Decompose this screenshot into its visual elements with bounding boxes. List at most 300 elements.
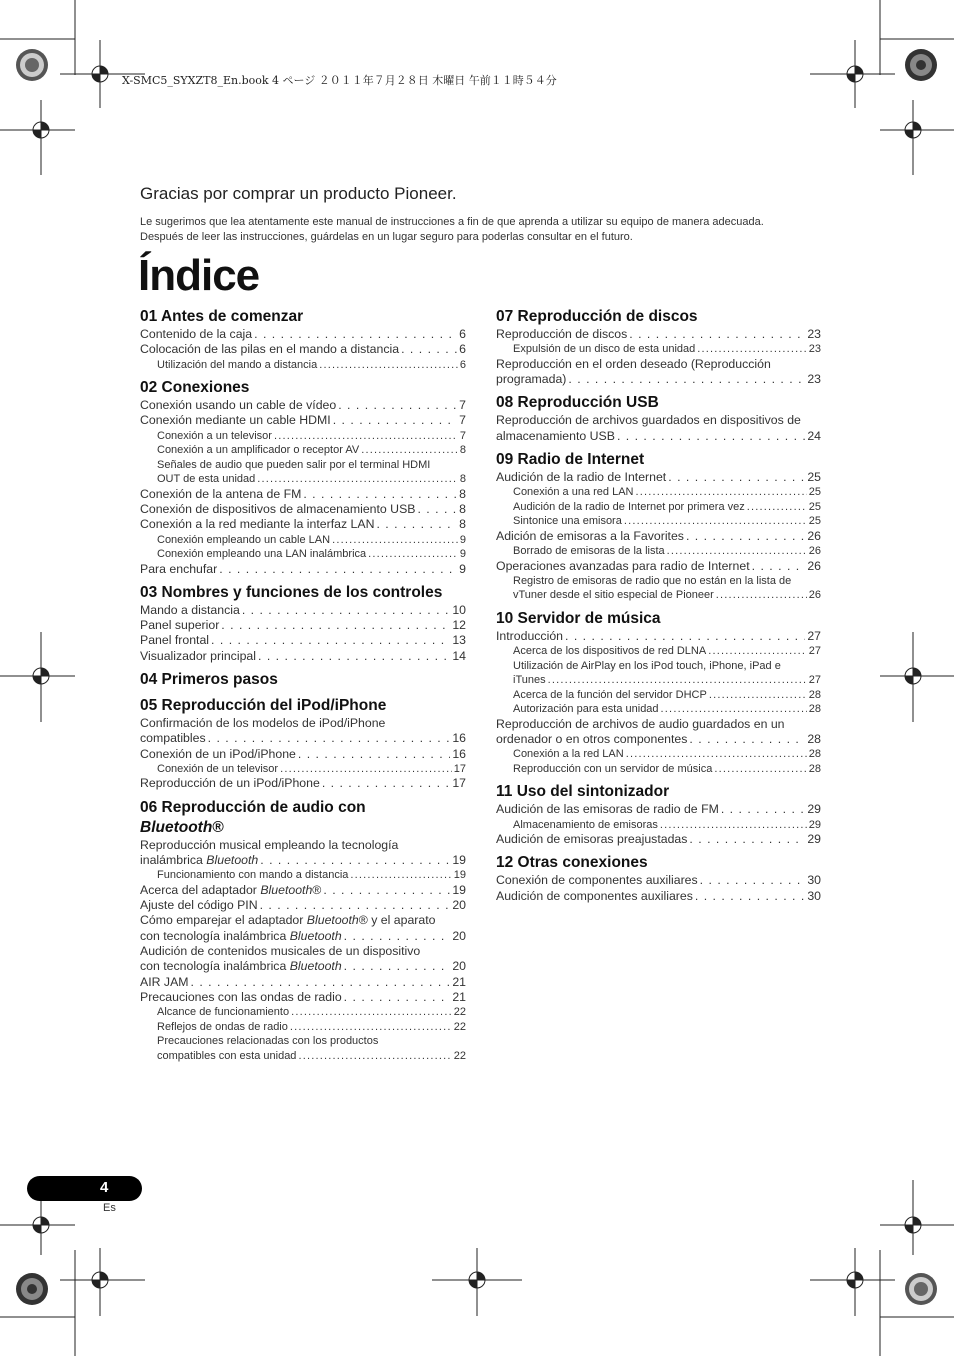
- toc-leader-dots: [361, 443, 458, 458]
- toc-entry-line: Reproducción en el orden deseado (Reproducción: [496, 356, 771, 371]
- toc-entry-row: [157, 429, 466, 444]
- toc-section-title[interactable]: 12 Otras conexiones: [496, 854, 648, 872]
- toc-entry-text: Expulsión de un disco de esta unidad: [513, 343, 696, 356]
- toc-entry-text: Reproducción de discos: [496, 327, 628, 341]
- toc-section-title-cont[interactable]: [140, 818, 466, 838]
- toc-entry-row: [496, 470, 821, 485]
- toc-entry-row: [140, 959, 466, 974]
- toc-subentry[interactable]: [140, 547, 466, 562]
- toc-leader-dots: [260, 853, 450, 868]
- toc-leader-dots: [661, 702, 807, 717]
- toc-page-number: 26: [808, 589, 821, 602]
- toc-entry-text: Conexión a la red LAN: [513, 748, 624, 761]
- toc-entry-row: [496, 802, 821, 817]
- toc-entry-row: [140, 413, 466, 428]
- toc-entry-row: [140, 747, 466, 762]
- toc-entry-row: [496, 873, 821, 888]
- toc-leader-dots: [660, 818, 807, 833]
- toc-entry-text: OUT de esta unidad: [157, 473, 256, 486]
- toc-page-number: 22: [453, 1006, 466, 1019]
- toc-page-number: 6: [459, 358, 466, 371]
- intro-text: [140, 215, 830, 245]
- intro-title: Gracias por comprar un producto Pioneer.: [140, 184, 457, 203]
- toc-entry-text: Acerca de la función del servidor DHCP: [513, 688, 707, 701]
- toc-entry-row: [496, 372, 821, 387]
- toc-page-number: 8: [459, 517, 466, 532]
- toc-page-number: 25: [807, 469, 821, 484]
- toc-entry-row: [140, 398, 466, 413]
- toc-entry-text: iTunes: [513, 674, 546, 687]
- toc-entry-row: [140, 633, 466, 648]
- toc-leader-dots: [721, 802, 805, 817]
- toc-entry-row: [157, 1049, 466, 1064]
- toc-section-title[interactable]: 04 Primeros pasos: [140, 671, 278, 689]
- toc-entry-text: Conexión de dispositivos de almacenamiento USB: [140, 501, 416, 516]
- toc-entry[interactable]: [140, 883, 466, 898]
- toc-entry[interactable]: [140, 975, 466, 990]
- toc-entry-text: Conexión de componentes auxiliares: [496, 873, 698, 888]
- toc-entry[interactable]: [496, 873, 821, 888]
- toc-entry-text: Audición de componentes auxiliares: [496, 888, 693, 903]
- toc-page-number: 21: [452, 989, 466, 1004]
- toc-section-title[interactable]: 10 Servidor de música: [496, 609, 661, 627]
- print-header-line: X-SMC5_SYXZT8_En.book 4 ページ ２０１１年７月２８日 木曜日 午前１１時５４分: [122, 74, 557, 87]
- toc-subentry[interactable]: [496, 747, 821, 762]
- toc-subentry[interactable]: [140, 443, 466, 458]
- toc-page-number: 16: [452, 731, 466, 746]
- toc-leader-dots: [752, 559, 806, 574]
- toc-entry-row: [513, 500, 821, 515]
- toc-section-title[interactable]: 09 Radio de Internet: [496, 450, 645, 468]
- toc-leader-dots: [689, 832, 805, 847]
- toc-entry-row: [513, 673, 821, 688]
- toc-leader-dots: [291, 1005, 452, 1020]
- toc-leader-dots: [298, 1049, 451, 1064]
- toc-entry[interactable]: [140, 838, 466, 869]
- toc-entry[interactable]: [496, 413, 821, 444]
- toc-entry[interactable]: [140, 747, 466, 762]
- toc-entry-row: [513, 514, 821, 529]
- toc-entry-text: Conexión empleando un cable LAN: [157, 533, 331, 546]
- toc-page-number: 9: [459, 533, 466, 546]
- toc-section-title[interactable]: 03 Nombres y funciones de los controles: [140, 583, 443, 601]
- toc-entry-row: [140, 731, 466, 746]
- toc-leader-dots: [376, 517, 457, 532]
- toc-leader-dots: [716, 588, 807, 603]
- toc-leader-dots: [303, 487, 457, 502]
- toc-leader-dots: [689, 732, 805, 747]
- toc-entry-text: Conexión usando un cable de vídeo: [140, 398, 337, 413]
- toc-entry-row: [140, 487, 466, 502]
- toc-page-number: 27: [807, 628, 821, 643]
- toc-entry[interactable]: [496, 717, 821, 748]
- toc-page-number: 25: [808, 486, 821, 499]
- toc-section-title[interactable]: 06 Reproducción de audio con: [140, 798, 366, 816]
- toc-leader-dots: [211, 633, 450, 648]
- toc-leader-dots: [401, 342, 457, 357]
- intro-line-2: Después de leer las instrucciones, guárdelas en un lugar seguro para poderlas consultar en el futuro.: [140, 231, 633, 243]
- toc-entry-text: Conexión de un iPod/iPhone: [140, 746, 296, 761]
- toc-page-number: 23: [807, 372, 821, 387]
- toc-entry-line: Precauciones relacionadas con los productos: [157, 1035, 379, 1048]
- toc-page-number: 28: [808, 748, 821, 761]
- toc-entry-text: vTuner desde el sitio especial de Pioneer: [513, 589, 714, 602]
- toc-subentry[interactable]: [496, 702, 821, 717]
- toc-leader-dots: [322, 776, 451, 791]
- toc-entry-row: [496, 832, 821, 847]
- toc-leader-dots: [565, 629, 805, 644]
- toc-leader-dots: [333, 413, 457, 428]
- toc-entry-row: [157, 358, 466, 373]
- toc-entry-text: Conexión a la red mediante la interfaz LAN: [140, 517, 375, 532]
- toc-page-number: 29: [807, 802, 821, 817]
- toc-entry[interactable]: [496, 802, 821, 817]
- toc-section: [140, 696, 466, 792]
- toc-page-number: 8: [459, 444, 466, 457]
- toc-page-number: 14: [452, 648, 466, 663]
- toc-page-number: 9: [459, 561, 466, 576]
- toc-entry-text: inalámbrica Bluetooth: [140, 853, 259, 868]
- toc-entry-text: Audición de la radio de Internet: [496, 469, 667, 484]
- toc-entry-text: Introducción: [496, 628, 563, 643]
- toc-subentry[interactable]: [496, 659, 821, 688]
- toc-leader-dots: [260, 898, 451, 913]
- toc-entry-row: [496, 559, 821, 574]
- toc-entry-row: [140, 990, 466, 1005]
- toc-entry-row: [140, 517, 466, 532]
- toc-subentry[interactable]: [140, 358, 466, 373]
- toc-page-number: 25: [808, 500, 821, 513]
- toc-entry[interactable]: [140, 517, 466, 532]
- toc-entry-text: almacenamiento USB: [496, 428, 615, 443]
- toc-page-number: 7: [459, 413, 466, 428]
- toc-leader-dots: [686, 529, 805, 544]
- toc-entry-text: con tecnología inalámbrica Bluetooth: [140, 959, 342, 974]
- toc-section: [496, 782, 821, 847]
- toc-entry-row: [140, 327, 466, 342]
- toc-entry-text: Reproducción con un servidor de música: [513, 762, 713, 775]
- toc-entry-text: Precauciones con las ondas de radio: [140, 989, 342, 1004]
- toc-leader-dots: [629, 327, 805, 342]
- toc-section-title[interactable]: 02 Conexiones: [140, 379, 250, 397]
- toc-entry-text: Conexión empleando una LAN inalámbrica: [157, 548, 367, 561]
- toc-page-number: 26: [807, 528, 821, 543]
- toc-entry-text: Operaciones avanzadas para radio de Internet: [496, 558, 750, 573]
- toc-page-number: 6: [459, 327, 466, 341]
- toc-entry-line: Utilización de AirPlay en los iPod touch, iPhone, iPad e: [513, 659, 781, 672]
- toc-entry-row: [496, 629, 821, 644]
- toc-leader-dots: [350, 868, 451, 883]
- toc-leader-dots: [242, 603, 451, 618]
- toc-leader-dots: [280, 762, 452, 777]
- toc-entry[interactable]: [140, 990, 466, 1005]
- toc-subentry[interactable]: [496, 762, 821, 777]
- toc-entry-row: [513, 688, 821, 703]
- toc-entry-row: [513, 747, 821, 762]
- toc-entry-text: con tecnología inalámbrica Bluetooth: [140, 928, 342, 943]
- toc-section: [140, 670, 466, 690]
- toc-entry[interactable]: [140, 502, 466, 517]
- toc-page-number: 7: [459, 429, 466, 442]
- toc-leader-dots: [290, 1020, 452, 1035]
- toc-subentry[interactable]: [496, 574, 821, 603]
- toc-page-number: 26: [807, 558, 821, 573]
- toc-entry-text: Adición de emisoras a la Favorites: [496, 528, 684, 543]
- toc-section: [140, 307, 466, 372]
- toc-section-title[interactable]: 08 Reproducción USB: [496, 394, 659, 412]
- toc-page-number: 29: [808, 818, 821, 831]
- toc-entry[interactable]: [140, 487, 466, 502]
- toc-entry-text: AIR JAM: [140, 974, 189, 989]
- toc-entry-row: [157, 533, 466, 548]
- toc-page-number: 20: [452, 959, 466, 974]
- toc-page-number: 22: [453, 1049, 466, 1062]
- toc-entry-text: Conexión a una red LAN: [513, 486, 634, 499]
- toc-entry[interactable]: [140, 776, 466, 791]
- toc-leader-dots: [626, 747, 807, 762]
- toc-page-number: 29: [807, 832, 821, 847]
- toc-entry-text: Sintonice una emisora: [513, 515, 622, 528]
- toc-entry-row: [140, 603, 466, 618]
- toc-entry-row: [513, 342, 821, 357]
- toc-leader-dots: [635, 485, 806, 500]
- toc-entry[interactable]: [496, 327, 821, 342]
- toc-entry-line: Reproducción de archivos guardados en dispositivos de: [496, 413, 801, 428]
- toc-entry-text: Acerca del adaptador Bluetooth®: [140, 882, 322, 897]
- toc-section-title[interactable]: 01 Antes de comenzar: [140, 308, 304, 325]
- toc-leader-dots: [617, 429, 805, 444]
- toc-leader-dots: [697, 342, 807, 357]
- toc-leader-dots: [714, 762, 806, 777]
- toc-entry-text: Acerca de los dispositivos de red DLNA: [513, 645, 707, 658]
- toc-entry[interactable]: [140, 413, 466, 428]
- toc-entry-row: [513, 485, 821, 500]
- toc-leader-dots: [274, 429, 458, 444]
- toc-page-number: 28: [808, 688, 821, 701]
- toc-entry-text: Reflejos de ondas de radio: [157, 1020, 288, 1033]
- toc-subentry[interactable]: [140, 1005, 466, 1020]
- toc-page-number: 19: [452, 882, 466, 897]
- toc-entry-text: programada): [496, 372, 567, 387]
- toc-entry-text: Para enchufar: [140, 561, 218, 576]
- toc-entry-row: [157, 547, 466, 562]
- toc-subentry[interactable]: [496, 500, 821, 515]
- toc-leader-dots: [700, 873, 806, 888]
- toc-entry-text: Conexión a un amplificador o receptor AV: [157, 444, 360, 457]
- toc-section-title-suffix: ®: [212, 818, 224, 836]
- toc-page-number: 10: [452, 602, 466, 617]
- toc-entry-line: Registro de emisoras de radio que no están en la lista de: [513, 574, 792, 587]
- toc-entry-text: Visualizador principal: [140, 648, 256, 663]
- toc-leader-dots: [319, 358, 458, 373]
- toc-subentry[interactable]: [496, 485, 821, 500]
- toc-entry-text: compatibles: [140, 731, 206, 746]
- toc-page-number: 24: [807, 428, 821, 443]
- toc-entry[interactable]: [140, 603, 466, 618]
- toc-entry[interactable]: [496, 629, 821, 644]
- language-code: Es: [103, 1202, 116, 1214]
- page-title: Índice: [138, 251, 260, 300]
- toc-page-number: 12: [452, 618, 466, 633]
- toc-leader-dots: [709, 688, 807, 703]
- toc-subentry[interactable]: [496, 342, 821, 357]
- toc-entry-text: Alcance de funcionamiento: [157, 1006, 290, 1019]
- toc-section: [496, 393, 821, 444]
- toc-subentry[interactable]: [140, 762, 466, 777]
- toc-leader-dots: [221, 618, 450, 633]
- toc-section: [496, 853, 821, 904]
- toc-page-number: 27: [808, 674, 821, 687]
- toc-entry[interactable]: [140, 944, 466, 975]
- toc-leader-dots: [191, 975, 451, 990]
- toc-leader-dots: [208, 731, 451, 746]
- toc-leader-dots: [338, 398, 457, 413]
- toc-entry-text: Borrado de emisoras de la lista: [513, 545, 665, 558]
- toc-entry-row: [140, 649, 466, 664]
- toc-page-number: 28: [808, 762, 821, 775]
- toc-page-number: 25: [808, 515, 821, 528]
- toc-subentry[interactable]: [140, 429, 466, 444]
- toc-entry[interactable]: [140, 342, 466, 357]
- toc-section: [140, 378, 466, 577]
- toc-leader-dots: [695, 889, 805, 904]
- toc-entry[interactable]: [140, 398, 466, 413]
- toc-entry-row: [157, 1020, 466, 1035]
- toc-entry-row: [157, 1005, 466, 1020]
- toc-entry-text: Panel frontal: [140, 633, 210, 648]
- toc-entry-text: Audición de emisoras preajustadas: [496, 832, 688, 847]
- toc-entry-line: Audición de contenidos musicales de un dispositivo: [140, 944, 421, 959]
- toc-entry[interactable]: [140, 716, 466, 747]
- toc-entry[interactable]: [140, 898, 466, 913]
- toc-entry[interactable]: [140, 327, 466, 342]
- toc-leader-dots: [323, 883, 450, 898]
- toc-entry-row: [157, 868, 466, 883]
- toc-entry-text: Autorización para esta unidad: [513, 703, 659, 716]
- toc-entry[interactable]: [140, 562, 466, 577]
- toc-entry-text: Audición de la radio de Internet por primera vez: [513, 500, 745, 513]
- toc-entry-row: [496, 429, 821, 444]
- toc-leader-dots: [668, 470, 805, 485]
- toc-entry[interactable]: [140, 633, 466, 648]
- toc-section-title[interactable]: 11 Uso del sintonizador: [496, 783, 670, 801]
- toc-entry-row: [496, 529, 821, 544]
- toc-entry-text: Contenido de la caja: [140, 327, 253, 341]
- toc-subentry[interactable]: [140, 1034, 466, 1063]
- toc-entry-row: [513, 702, 821, 717]
- toc-leader-dots: [219, 562, 457, 577]
- toc-subentry[interactable]: [140, 533, 466, 548]
- toc-entry-row: [157, 472, 466, 487]
- toc-page-number: 7: [459, 398, 466, 413]
- toc-entry[interactable]: [140, 618, 466, 633]
- toc-entry-row: [140, 776, 466, 791]
- toc-entry-row: [140, 853, 466, 868]
- toc-page-number: 23: [808, 343, 821, 356]
- toc-entry-row: [140, 883, 466, 898]
- toc-entry-text: Utilización del mando a distancia: [157, 358, 318, 371]
- toc-entry-text: Reproducción de un iPod/iPhone: [140, 776, 320, 791]
- toc-entry-row: [513, 762, 821, 777]
- toc-section: [140, 798, 466, 1063]
- toc-entry[interactable]: [496, 832, 821, 847]
- toc-column-left: [140, 307, 466, 1069]
- toc-entry[interactable]: [140, 913, 466, 944]
- toc-entry[interactable]: [496, 559, 821, 574]
- toc-page-number: 19: [452, 853, 466, 868]
- toc-entry[interactable]: [496, 889, 821, 904]
- toc-page-number: 21: [452, 974, 466, 989]
- toc-entry-text: Conexión mediante un cable HDMI: [140, 413, 331, 428]
- toc-entry[interactable]: [496, 529, 821, 544]
- toc-entry-text: ordenador o en otros componentes: [496, 731, 688, 746]
- toc-subentry[interactable]: [140, 458, 466, 487]
- toc-subentry[interactable]: [496, 514, 821, 529]
- toc-leader-dots: [344, 959, 451, 974]
- toc-page-number: 17: [453, 762, 466, 775]
- toc-page-number: 23: [807, 327, 821, 341]
- toc-subentry[interactable]: [496, 818, 821, 833]
- toc-subentry[interactable]: [496, 688, 821, 703]
- toc-entry-row: [140, 898, 466, 913]
- toc-entry-row: [513, 544, 821, 559]
- toc-entry-text: compatibles con esta unidad: [157, 1049, 297, 1062]
- toc-leader-dots: [257, 472, 458, 487]
- toc-subentry[interactable]: [496, 544, 821, 559]
- toc-page-number: 9: [459, 548, 466, 561]
- toc-section-title-italic: Bluetooth: [140, 818, 213, 836]
- toc-page-number: 20: [452, 898, 466, 913]
- toc-entry-row: [140, 975, 466, 990]
- toc-entry-text: Conexión a un televisor: [157, 429, 272, 442]
- toc-section: [496, 307, 821, 387]
- toc-leader-dots: [417, 502, 457, 517]
- toc-page-number: 20: [452, 928, 466, 943]
- toc-subentry[interactable]: [496, 644, 821, 659]
- toc-page-number: 27: [808, 645, 821, 658]
- toc-entry-row: [140, 929, 466, 944]
- toc-entry-row: [157, 762, 466, 777]
- toc-entry-row: [140, 618, 466, 633]
- toc-leader-dots: [344, 929, 451, 944]
- toc-section-title[interactable]: 07 Reproducción de discos: [496, 308, 698, 325]
- toc-entry-row: [157, 443, 466, 458]
- toc-section-title[interactable]: 05 Reproducción del iPod/iPhone: [140, 697, 387, 715]
- toc-subentry[interactable]: [140, 1020, 466, 1035]
- toc-entry-row: [496, 889, 821, 904]
- toc-entry[interactable]: [496, 470, 821, 485]
- toc-entry-row: [513, 644, 821, 659]
- toc-section: [496, 609, 821, 776]
- toc-leader-dots: [568, 372, 805, 387]
- toc-entry[interactable]: [140, 649, 466, 664]
- toc-entry-text: Funcionamiento con mando a distancia: [157, 869, 349, 882]
- toc-leader-dots: [747, 500, 807, 515]
- toc-page-number: 8: [459, 501, 466, 516]
- toc-leader-dots: [254, 327, 457, 342]
- toc-entry-text: Panel superior: [140, 618, 220, 633]
- toc-entry-line: Señales de audio que pueden salir por el terminal HDMI: [157, 458, 431, 471]
- toc-leader-dots: [332, 533, 458, 548]
- toc-page-number: 13: [452, 633, 466, 648]
- toc-entry-text: Audición de las emisoras de radio de FM: [496, 802, 719, 817]
- toc-leader-dots: [624, 514, 807, 529]
- toc-leader-dots: [344, 990, 451, 1005]
- toc-entry[interactable]: [496, 357, 821, 388]
- toc-subentry[interactable]: [140, 868, 466, 883]
- page-number-badge: [27, 1176, 142, 1201]
- toc-page-number: 28: [807, 731, 821, 746]
